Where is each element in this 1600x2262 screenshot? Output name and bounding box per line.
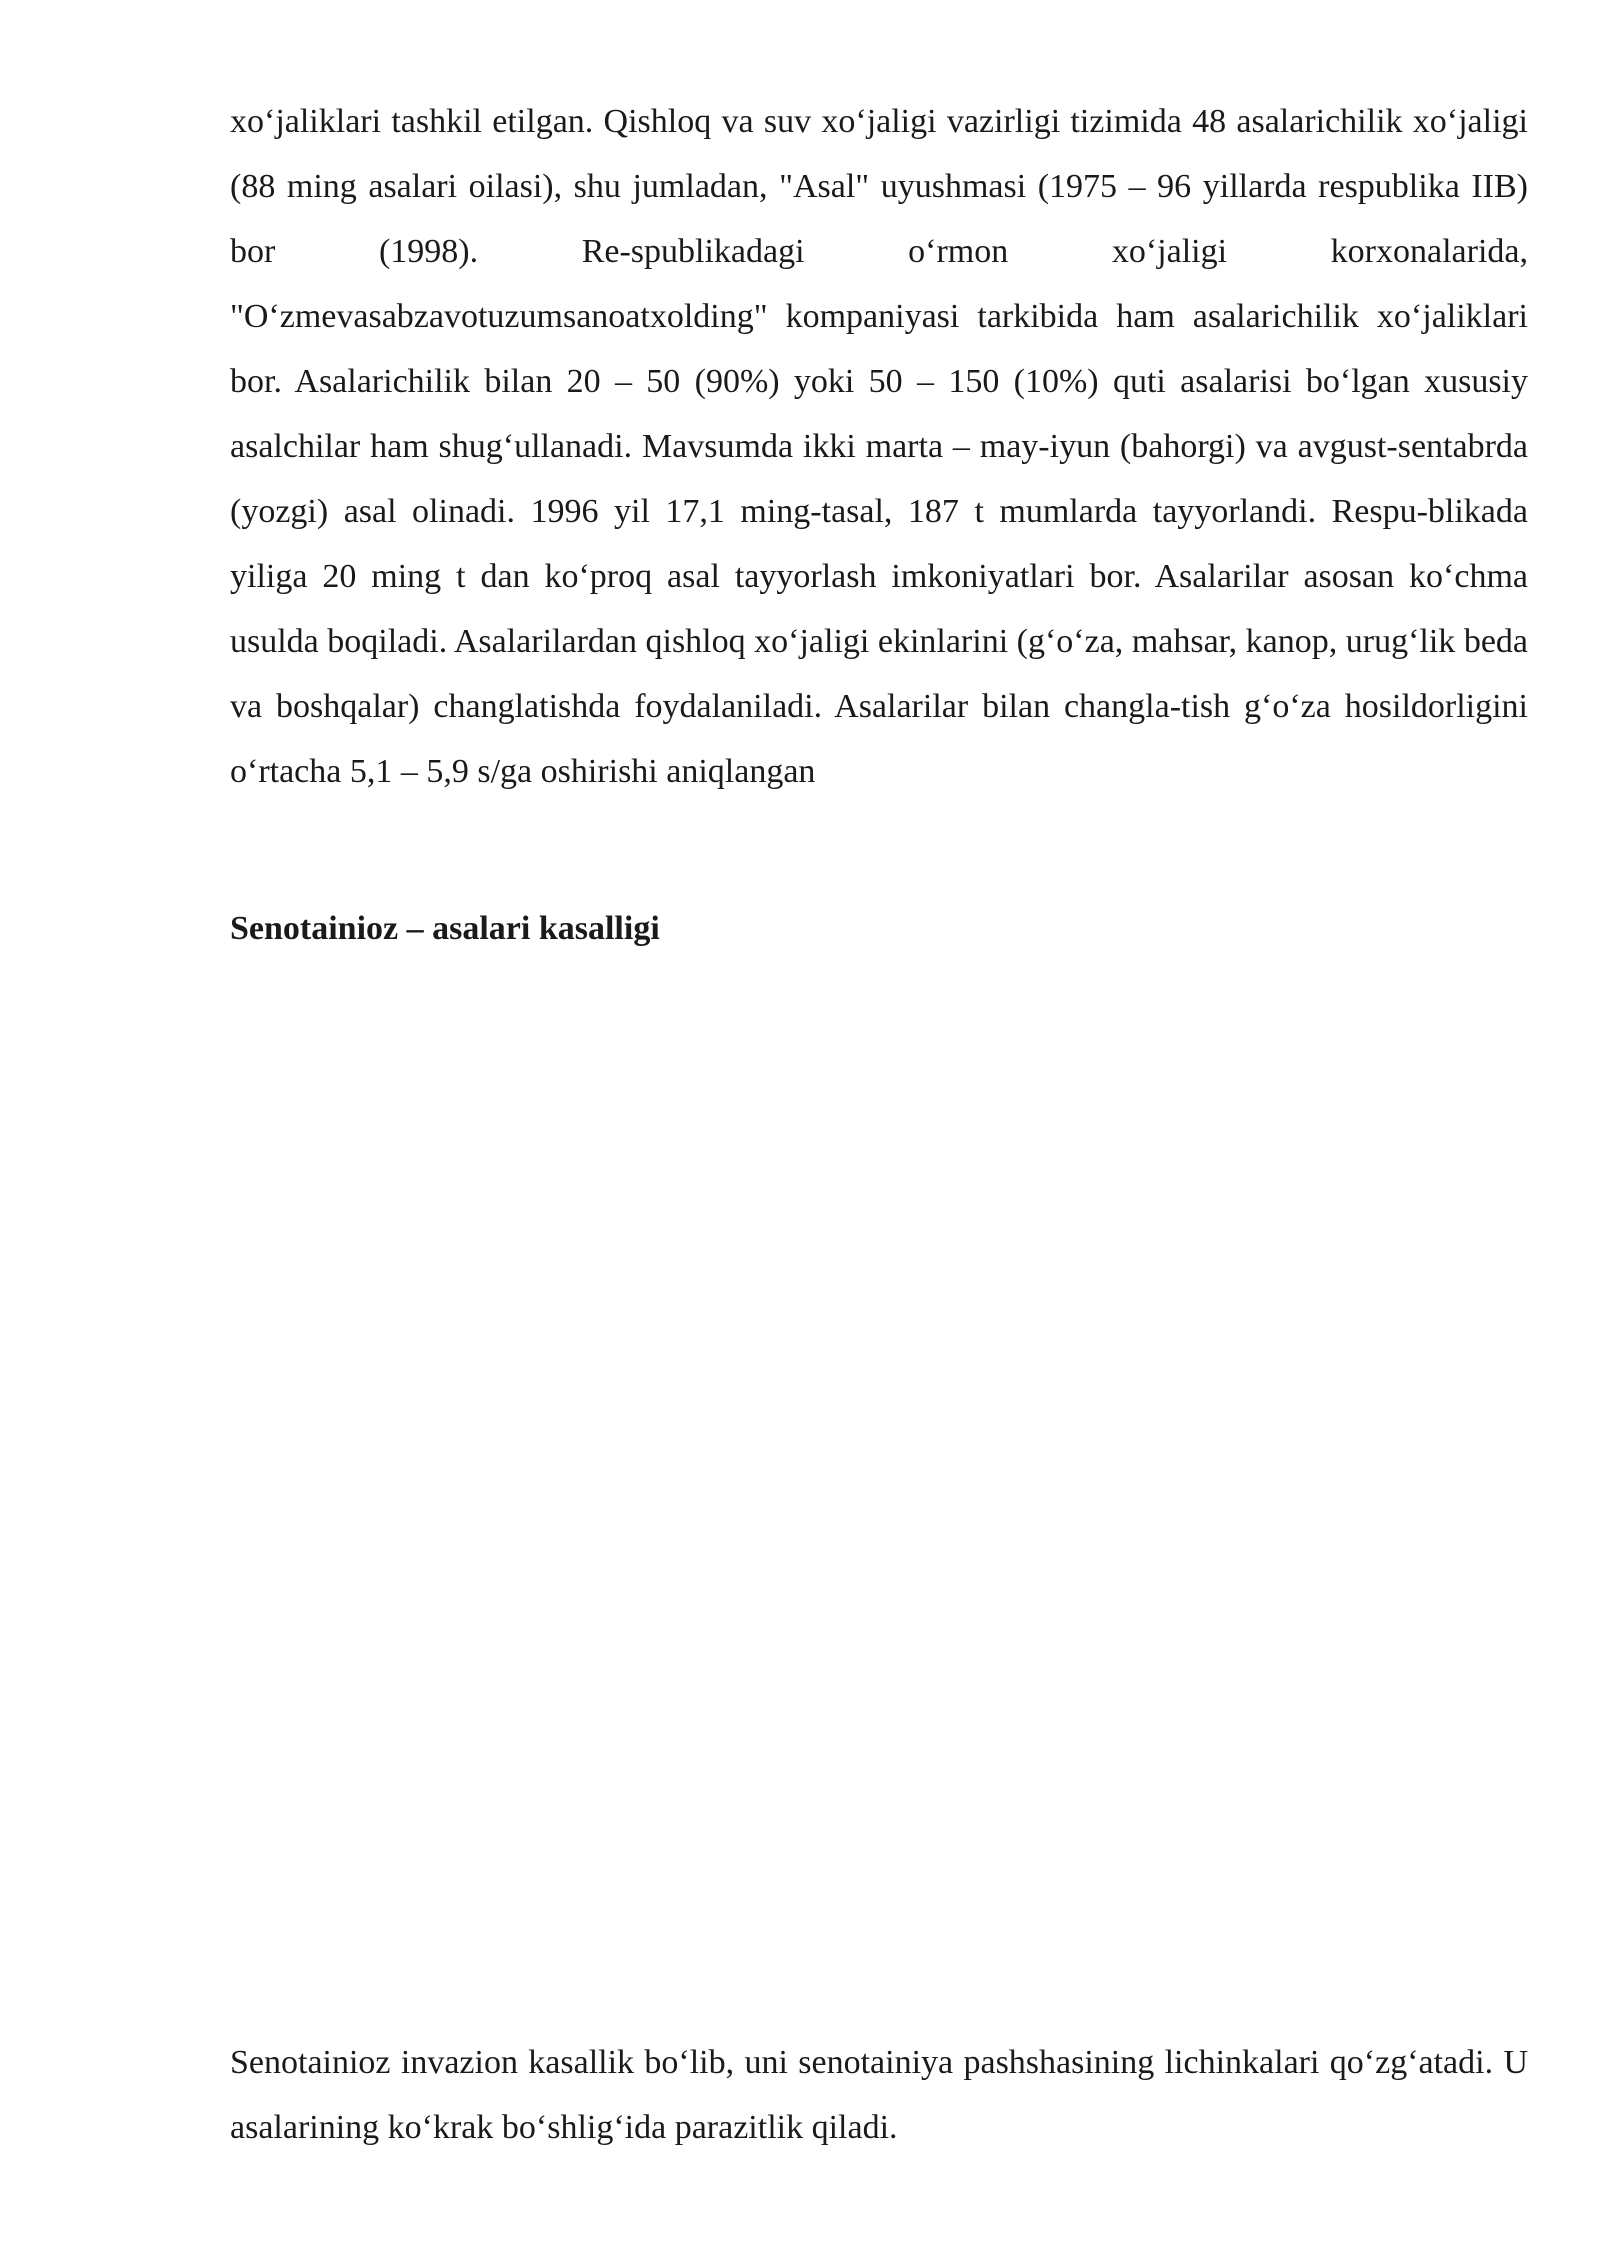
bottom-paragraph: Senotainioz invazion kasallik bo‘lib, uni senotainiya pashshasining lichinkalari qo‘zg‘atadi. U asalarining ko‘krak bo‘shlig‘ida parazitlik qiladi. <box>230 2044 1528 2146</box>
section-heading: Senotainioz – asalari kasalligi <box>230 910 660 947</box>
intro-paragraph: xo‘jaliklari tashkil etilgan. Qishloq va suv xo‘jaligi vazirligi tizimida 48 asalarichilik xo‘jaligi (88 ming asalari oilasi), shu jumladan, "Asal" uyushmasi (1975 – 96 yillarda respublika IIB) bor (1998). Re-spublikadagi o‘rmon xo‘jaligi korxonalarida, "O‘zmevasabzavotuzumsanoatxolding" kompaniyasi tarkibida ham asalarichilik xo‘jaliklari bor. Asalarichilik bilan 20 – 50 (90%) yoki 50 – 150 (10%) quti asalarisi bo‘lgan xususiy asalchilar ham shug‘ullanadi. Mavsumda ikki marta – may-iyun (bahorgi) va avgust-sentabrda (yozgi) asal olinadi. 1996 yil 17,1 ming-tasal, 187 t mumlarda tayyorlandi. Respu-blikada yiliga 20 ming t dan ko‘proq asal tayyorlash imkoniyatlari bor. Asalarilar asosan ko‘chma usulda boqiladi. Asalarilardan qishloq xo‘jaligi ekinlarini (g‘o‘za, mahsar, kanop, urug‘lik beda va boshqalar) changlatishda foydalaniladi. Asalarilar bilan changla-tish g‘o‘za hosildorligini o‘rtacha 5,1 – 5,9 s/ga oshirishi aniqlangan <box>230 103 1528 790</box>
